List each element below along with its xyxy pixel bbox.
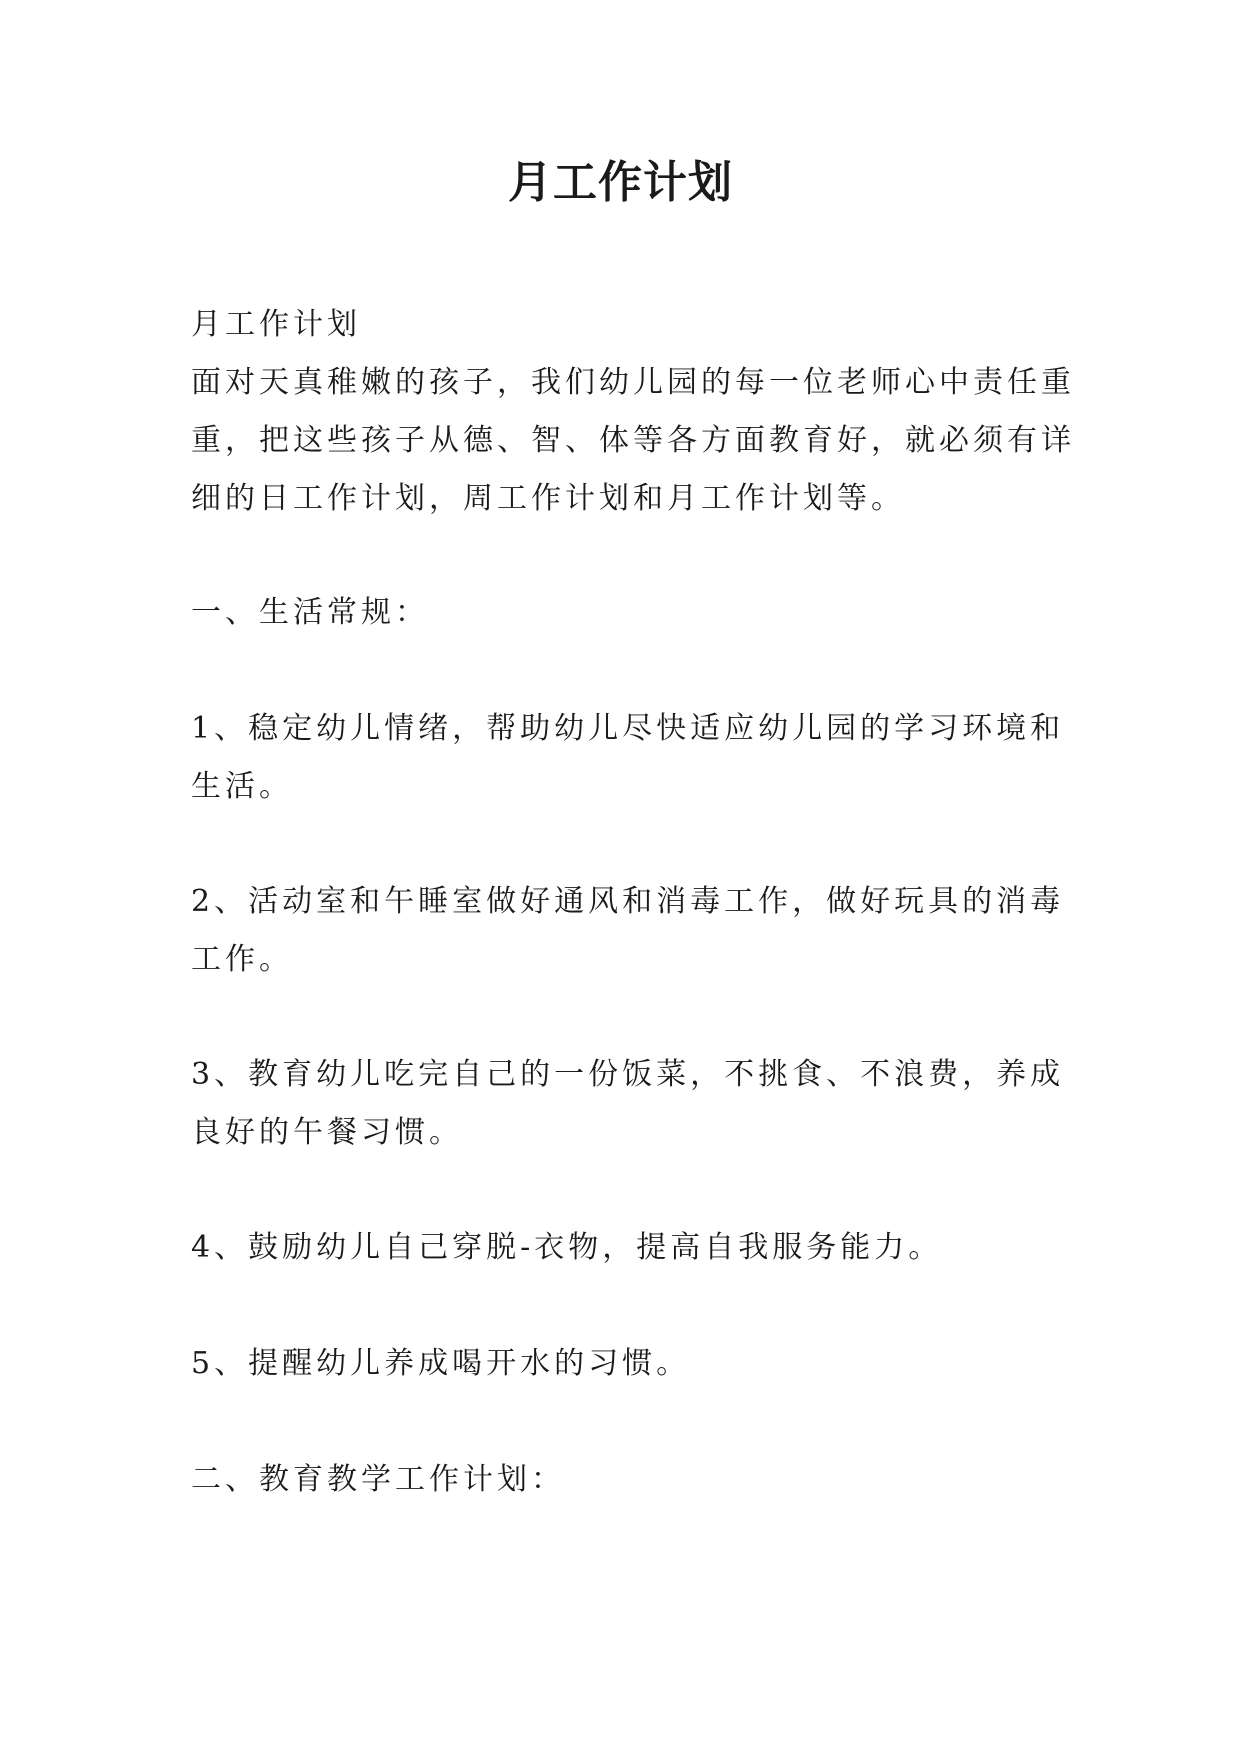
list-item-3-line-2: 良好的午餐习惯。 (191, 1115, 463, 1150)
intro-line-2: 重，把这些孩子从德、智、体等各方面教育好，就必须有详 (191, 423, 1075, 458)
list-item-3-line-1: 3、教育幼儿吃完自己的一份饭菜，不挑食、不浪费，养成 (191, 1057, 1065, 1092)
list-item-5-line-1: 5、提醒幼儿养成喝开水的习惯。 (191, 1346, 691, 1381)
intro-line-1: 面对天真稚嫩的孩子，我们幼儿园的每一位老师心中责任重 (191, 365, 1075, 400)
list-item-5 (191, 1335, 1061, 1393)
list-item-1-line-2: 生活。 (191, 769, 293, 804)
list-item-1 (191, 700, 1065, 816)
section-heading-teaching-plan: 二、教育教学工作计划： (191, 1462, 565, 1497)
list-item-2-line-1: 2、活动室和午睡室做好通风和消毒工作，做好玩具的消毒 (191, 884, 1065, 919)
section-heading-daily-routine: 一、生活常规： (191, 595, 429, 630)
intro-line-3: 细的日工作计划，周工作计划和月工作计划等。 (191, 481, 905, 516)
list-item-1-line-1: 1、稳定幼儿情绪，帮助幼儿尽快适应幼儿园的学习环境和 (191, 711, 1065, 746)
list-item-4 (191, 1219, 1061, 1277)
document-title: 月工作计划 (508, 157, 733, 208)
list-item-3 (191, 1046, 1065, 1162)
list-item-2-line-2: 工作。 (191, 942, 293, 977)
document-subtitle: 月工作计划 (191, 307, 361, 342)
list-item-4-line-1: 4、鼓励幼儿自己穿脱-衣物，提高自我服务能力。 (191, 1230, 943, 1265)
intro-paragraph (191, 354, 1075, 528)
list-item-2 (191, 873, 1065, 989)
